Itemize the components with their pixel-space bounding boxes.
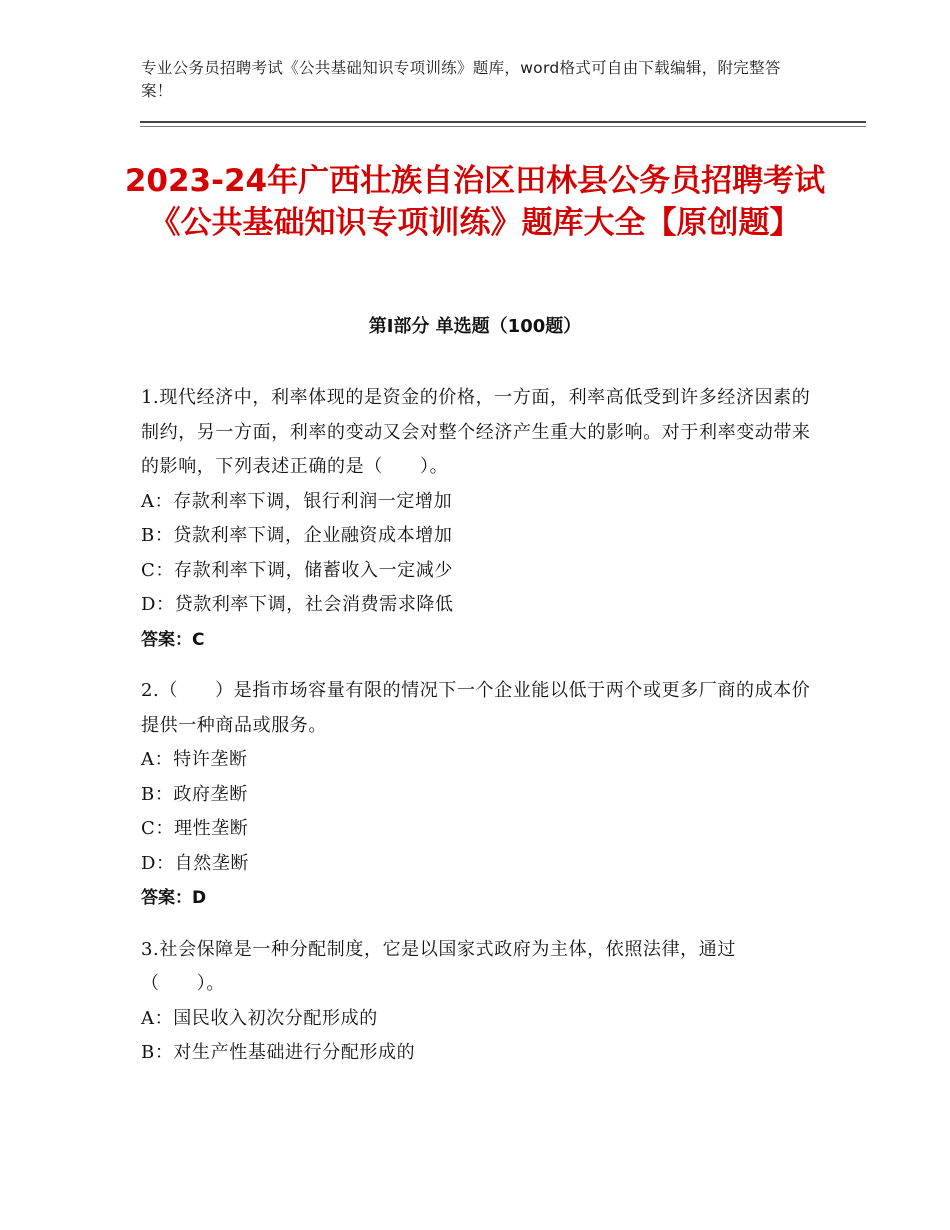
question-stem: 3.社会保障是一种分配制度，它是以国家式政府为主体，依照法律，通过（ ）。 [141,938,736,994]
option-b: B：对生产性基础进行分配形成的 [141,1042,416,1063]
option-c: C：存款利率下调，储蓄收入一定减少 [141,559,453,581]
option-d: D：贷款利率下调，社会消费需求降低 [141,594,454,615]
question-stem: 2.（ ）是指市场容量有限的情况下一个企业能以低于两个或更多厂商的成本价提供一种商品或服务。 [141,680,811,736]
question-stem: 1.现代经济中，利率体现的是资金的价格，一方面，利率高低受到许多经济因素的制约，另一方面，利率的变动又会对整个经济产生重大的影响。对于利率变动带来的影响，下列表述正确的是（ ）。 [141,387,811,477]
answer-label: 答案：C [141,629,205,650]
question-3 [141,933,811,1071]
section-title: 第Ⅰ部分 单选题（100题） [368,316,582,337]
header-divider-thin [140,126,866,127]
document-title: 2023-24年广西壮族自治区田林县公务员招聘考试《公共基础知识专项训练》题库大全【原创题】 [124,163,826,241]
option-b: B：政府垄断 [141,783,248,805]
option-d: D：自然垄断 [141,852,250,874]
option-a: A：特许垄断 [141,749,248,770]
header-note: 专业公务员招聘考试《公共基础知识专项训练》题库，word格式可自由下载编辑，附完整答案！ [141,59,781,100]
option-a: A：存款利率下调，银行利润一定增加 [141,490,453,512]
question-1 [141,381,811,657]
option-b: B：贷款利率下调，企业融资成本增加 [141,525,453,546]
option-a: A：国民收入初次分配形成的 [141,1007,378,1029]
question-2 [141,674,811,916]
option-c: C：理性垄断 [141,818,249,839]
header-divider-thick [140,121,866,123]
answer-label: 答案：D [141,888,207,908]
question-list [141,381,811,1088]
